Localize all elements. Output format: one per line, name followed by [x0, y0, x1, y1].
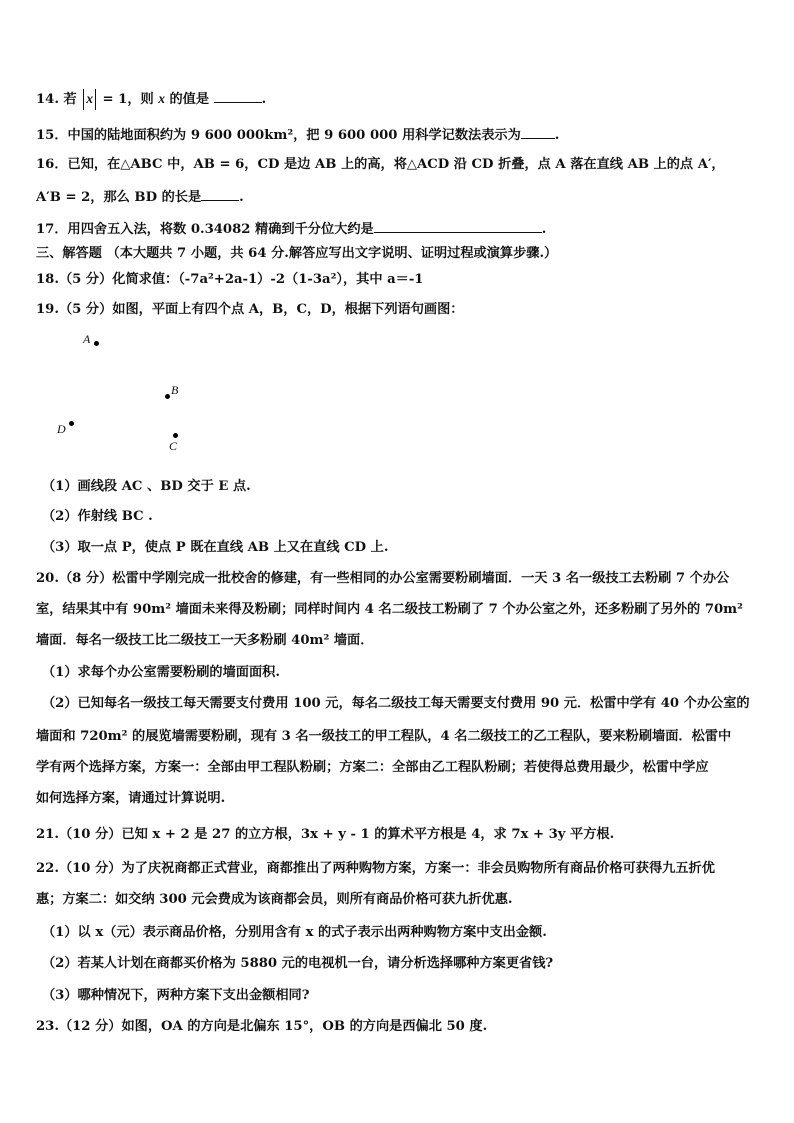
q19-figure: [50, 330, 210, 460]
answer-blank: [521, 124, 555, 139]
question-15: [36, 124, 758, 146]
q20-sub2-line2: 墙面和 720m² 的展览墙需要粉刷，现有 3 名一级技工的甲工程队，4 名二级技工的乙工程队，要来粉刷墙面．松雷中: [36, 729, 732, 744]
point-b-label: B: [171, 383, 179, 397]
q17-text: 17．用四舍五入法，将数 0.34082 精确到千分位大约是: [36, 222, 374, 237]
question-14: [36, 88, 758, 110]
point-c-label: C: [169, 439, 178, 453]
q20-sub1: （1）求每个办公室需要粉刷的墙面面积.: [42, 665, 280, 680]
question-16-line1: 16．已知，在△ABC 中，AB = 6，CD 是边 AB 上的高，将△ACD 沿 CD 折叠，点 A 落在直线 AB 上的点 A′，: [36, 157, 725, 172]
abs-value-symbol: [83, 89, 96, 110]
q15-text: 15．中国的陆地面积约为 9 600 000km²，把 9 600 000 用科学记数法表示为: [36, 128, 521, 143]
question-18: 18.（5 分）化简求值：（-7a²+2a-1）-2（1-3a²），其中 a＝-1: [36, 272, 424, 287]
q22-sub2: （2）若某人计划在商都买价格为 5880 元的电视机一台，请分析选择哪种方案更省钱?: [42, 956, 554, 971]
point-b: [165, 394, 170, 399]
section-3-header: 三、解答题 （本大题共 7 小题，共 64 分.解答应写出文字说明、证明过程或演算步骤.）: [36, 246, 558, 261]
point-a: [94, 341, 99, 346]
q20-sub2-line4: 如何选择方案，请通过计算说明.: [36, 791, 226, 806]
q19-sub1: （1）画线段 AC 、BD 交于 E 点.: [42, 479, 251, 494]
q20-sub2-line3: 学有两个选择方案，方案一：全部由甲工程队粉刷；方案二：全部由乙工程队粉刷；若使得总费用最少，松雷中学应: [36, 760, 709, 775]
point-d-label: D: [57, 422, 66, 436]
q14-abs-var: x: [86, 91, 93, 106]
q14-end: .: [261, 92, 267, 107]
q14-prefix: 若: [63, 92, 77, 107]
q14-post: 的值是: [169, 92, 210, 107]
q19-sub3: （3）取一点 P，使点 P 既在直线 AB 上又在直线 CD 上.: [42, 540, 389, 555]
answer-blank: [374, 218, 542, 233]
q14-var: x: [158, 91, 165, 106]
answer-blank: [214, 88, 262, 103]
point-a-label: A: [83, 332, 91, 346]
q20-sub2-line1: （2）已知每名一级技工每天需要支付费用 100 元，每名二级技工每天需要支付费用 90 元．松雷中学有 40 个办公室的: [42, 696, 750, 711]
question-16-line2: [36, 186, 758, 208]
q14-equation: = 1，则: [102, 92, 154, 107]
q22-sub1: （1）以 x（元）表示商品价格，分别用含有 x 的式子表示出两种购物方案中支出金额.: [42, 925, 547, 940]
q17-end: .: [541, 222, 547, 237]
question-17: [36, 218, 758, 240]
q15-end: .: [554, 128, 560, 143]
answer-blank: [201, 186, 239, 201]
point-c: [173, 433, 178, 438]
question-22-line2: 惠；方案二：如交纳 300 元会费成为该商都会员，则所有商品价格可获九折优惠.: [36, 892, 513, 907]
question-23: 23.（12 分）如图，OA 的方向是北偏东 15°，OB 的方向是西偏北 50 度.: [36, 1019, 488, 1034]
question-19-stem: 19.（5 分）如图，平面上有四个点 A，B，C，D，根据下列语句画图：: [36, 302, 464, 317]
q22-sub3: （3）哪种情况下，两种方案下支出金额相同?: [42, 988, 310, 1003]
question-21: 21.（10 分）已知 x + 2 是 27 的立方根，3x + y - 1 的算术平方根是 4，求 7x + 3y 平方根.: [36, 827, 615, 842]
q14-number: 14.: [36, 92, 59, 107]
question-20-line2: 室，结果其中有 90m² 墙面未来得及粉刷；同样时间内 4 名二级技工粉刷了 7 个办公室之外，还多粉刷了另外的 70m²: [36, 602, 743, 617]
q16-line2-end: .: [239, 190, 244, 205]
question-20-line3: 墙面．每名一级技工比二级技工一天多粉刷 40m² 墙面．: [36, 633, 374, 648]
question-22-line1: 22.（10 分）为了庆祝商都正式营业，商都推出了两种购物方案，方案一：非会员购物所有商品价格可获得九五折优: [36, 861, 715, 876]
q19-sub2: （2）作射线 BC .: [42, 509, 153, 524]
question-20-line1: 20.（8 分）松雷中学刚完成一批校舍的修建，有一些相同的办公室需要粉刷墙面．一天 3 名一级技工去粉刷 7 个办公: [36, 571, 730, 586]
q16-line2-pre: A′B = 2，那么 BD 的长是: [36, 190, 202, 205]
point-d: [69, 421, 74, 426]
